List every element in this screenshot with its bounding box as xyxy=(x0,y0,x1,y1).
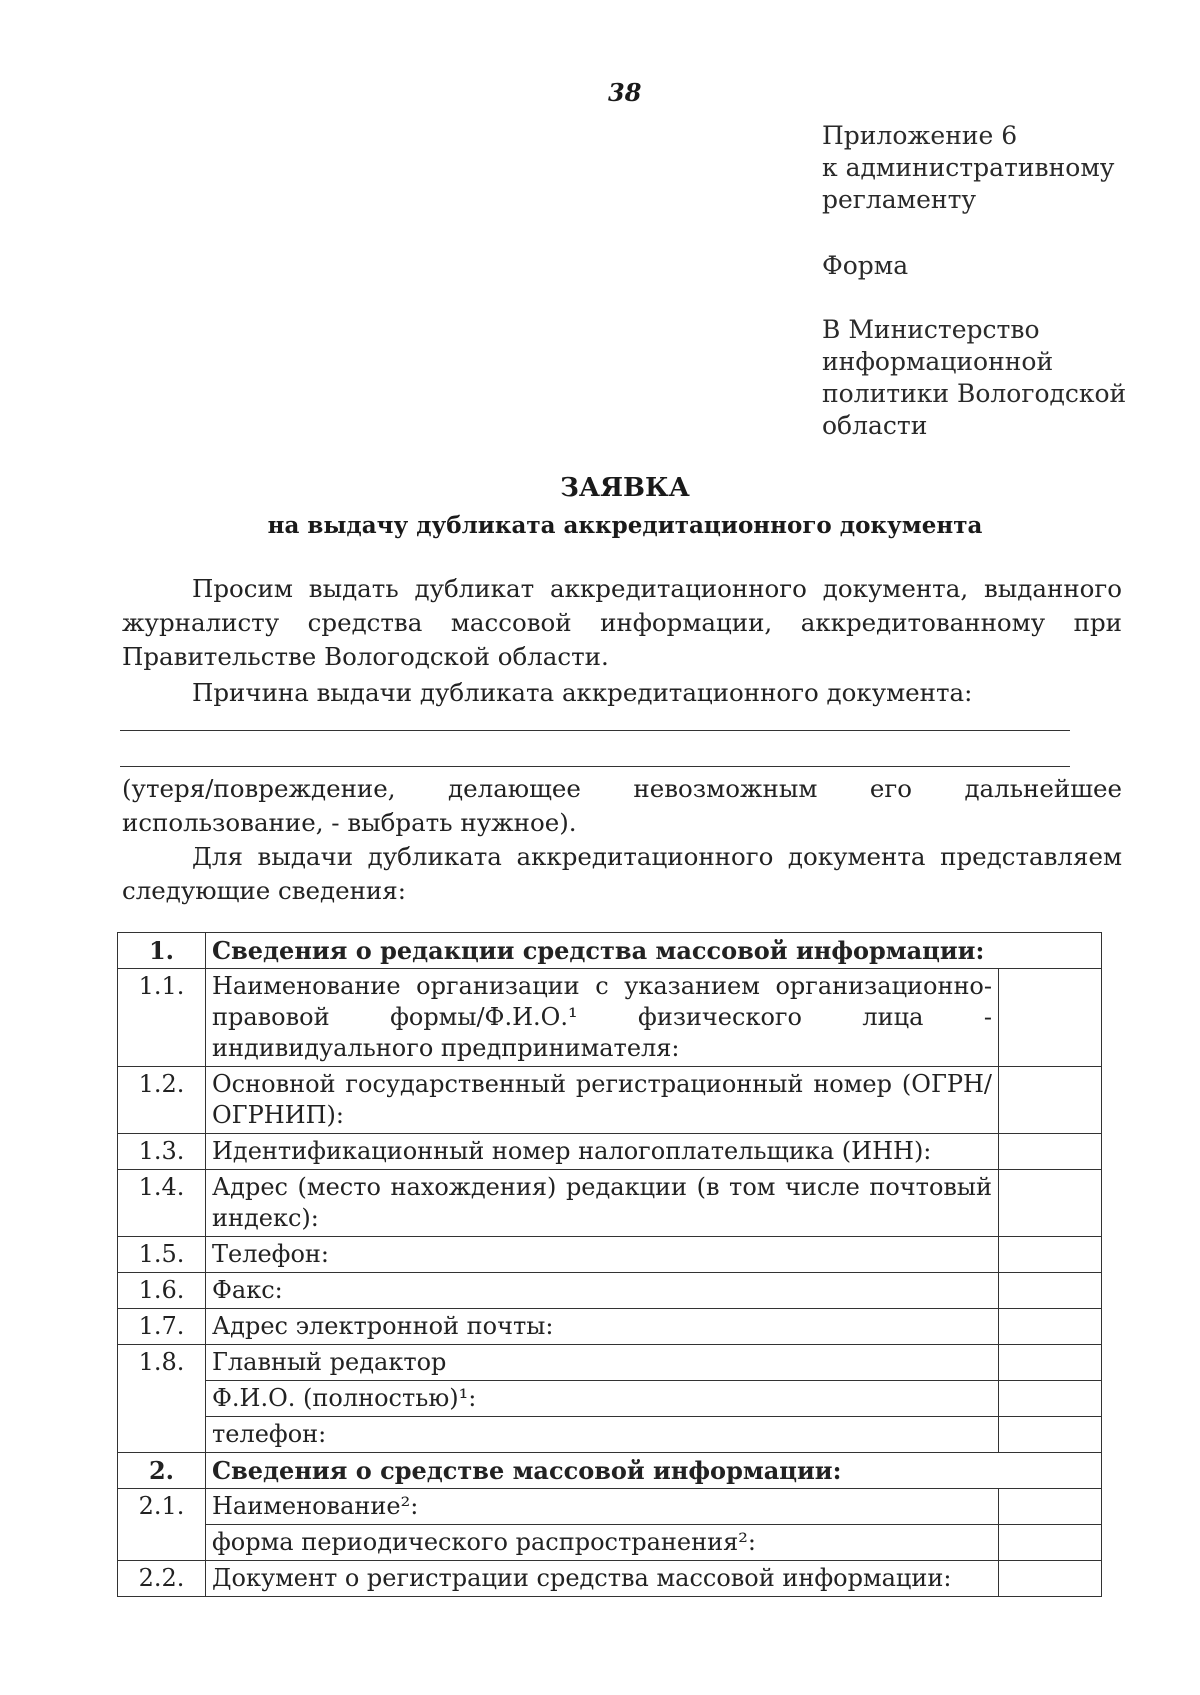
value-cell[interactable] xyxy=(999,1345,1102,1381)
table-section-row xyxy=(118,1453,1102,1489)
row-label: Факс: xyxy=(206,1273,999,1309)
reason-hint: (утеря/повреждение, делающее невозможным его дальнейшее использование, - выбрать нужное). xyxy=(122,774,1122,837)
table-row xyxy=(118,1309,1102,1345)
table-row xyxy=(118,1525,1102,1561)
value-cell[interactable] xyxy=(999,1067,1102,1134)
section-title: Сведения о редакции средства массовой информации: xyxy=(206,933,1102,969)
row-number: 2.2. xyxy=(118,1561,206,1597)
addressee-line: информационной xyxy=(822,347,1054,376)
section-number: 2. xyxy=(118,1453,206,1489)
value-cell[interactable] xyxy=(999,1170,1102,1237)
row-label: Ф.И.О. (полностью)¹: xyxy=(206,1381,999,1417)
row-number: 1.8. xyxy=(118,1345,206,1453)
request-paragraph xyxy=(122,572,1122,674)
info-intro-paragraph xyxy=(122,840,1122,908)
row-label: форма периодического распространения²: xyxy=(206,1525,999,1561)
row-number: 1.2. xyxy=(118,1067,206,1134)
appendix-line: Приложение 6 xyxy=(822,121,1018,150)
table-row xyxy=(118,1381,1102,1417)
section-number: 1. xyxy=(118,933,206,969)
addressee xyxy=(822,314,1142,442)
section-title: Сведения о средстве массовой информации: xyxy=(206,1453,1102,1489)
reason-input-line[interactable] xyxy=(120,766,1070,767)
reason-label: Причина выдачи дубликата аккредитационного документа: xyxy=(192,678,973,707)
form-label: Форма xyxy=(822,251,909,280)
row-number: 1.5. xyxy=(118,1237,206,1273)
row-label: Телефон: xyxy=(206,1237,999,1273)
value-cell[interactable] xyxy=(999,1309,1102,1345)
table-row xyxy=(118,1489,1102,1525)
value-cell[interactable] xyxy=(999,1489,1102,1525)
value-cell[interactable] xyxy=(999,1381,1102,1417)
row-label: Наименование организации с указанием организационно-правовой формы/Ф.И.О.¹ физического лица - индивидуального предпринимателя: xyxy=(206,969,999,1067)
value-cell[interactable] xyxy=(999,1237,1102,1273)
row-label: Основной государственный регистрационный номер (ОГРН/ОГРНИП): xyxy=(206,1067,999,1134)
page-number: 38 xyxy=(608,78,642,107)
table-row xyxy=(118,1561,1102,1597)
row-label: Документ о регистрации средства массовой информации: xyxy=(206,1561,999,1597)
row-label: Наименование²: xyxy=(206,1489,999,1525)
reason-input-line[interactable] xyxy=(120,730,1070,731)
appendix-reference xyxy=(822,120,1142,216)
table-row xyxy=(118,969,1102,1067)
appendix-line: регламенту xyxy=(822,185,977,214)
info-intro: Для выдачи дубликата аккредитационного документа представляем следующие сведения: xyxy=(122,842,1122,905)
addressee-line: политики Вологодской xyxy=(822,379,1127,408)
table-row xyxy=(118,1067,1102,1134)
table-row xyxy=(118,1345,1102,1381)
request-details-table xyxy=(117,932,1102,1597)
addressee-line: области xyxy=(822,411,928,440)
value-cell[interactable] xyxy=(999,1273,1102,1309)
row-number: 1.3. xyxy=(118,1134,206,1170)
value-cell[interactable] xyxy=(999,969,1102,1067)
row-number: 1.4. xyxy=(118,1170,206,1237)
table-row xyxy=(118,1134,1102,1170)
value-cell[interactable] xyxy=(999,1525,1102,1561)
row-label: Адрес (место нахождения) редакции (в том числе почтовый индекс): xyxy=(206,1170,999,1237)
row-number: 1.1. xyxy=(118,969,206,1067)
row-number: 1.7. xyxy=(118,1309,206,1345)
row-label: Адрес электронной почты: xyxy=(206,1309,999,1345)
document-subtitle: на выдачу дубликата аккредитационного документа xyxy=(267,512,983,539)
document-title: ЗАЯВКА xyxy=(560,473,690,503)
row-label: Идентификационный номер налогоплательщика (ИНН): xyxy=(206,1134,999,1170)
row-label: Главный редактор xyxy=(206,1345,999,1381)
row-number: 1.6. xyxy=(118,1273,206,1309)
request-text: Просим выдать дубликат аккредитационного документа, выданного журналисту средства массовой информации, аккредитованному при Правительстве Вологодской области. xyxy=(122,574,1122,671)
row-number: 2.1. xyxy=(118,1489,206,1561)
table-row xyxy=(118,1237,1102,1273)
row-label: телефон: xyxy=(206,1417,999,1453)
value-cell[interactable] xyxy=(999,1417,1102,1453)
table-row xyxy=(118,1170,1102,1237)
value-cell[interactable] xyxy=(999,1134,1102,1170)
table-row xyxy=(118,1417,1102,1453)
addressee-line: В Министерство xyxy=(822,315,1040,344)
appendix-line: к административному xyxy=(822,153,1115,182)
table-row xyxy=(118,1273,1102,1309)
reason-paragraph xyxy=(122,676,1122,710)
value-cell[interactable] xyxy=(999,1561,1102,1597)
table-section-row xyxy=(118,933,1102,969)
